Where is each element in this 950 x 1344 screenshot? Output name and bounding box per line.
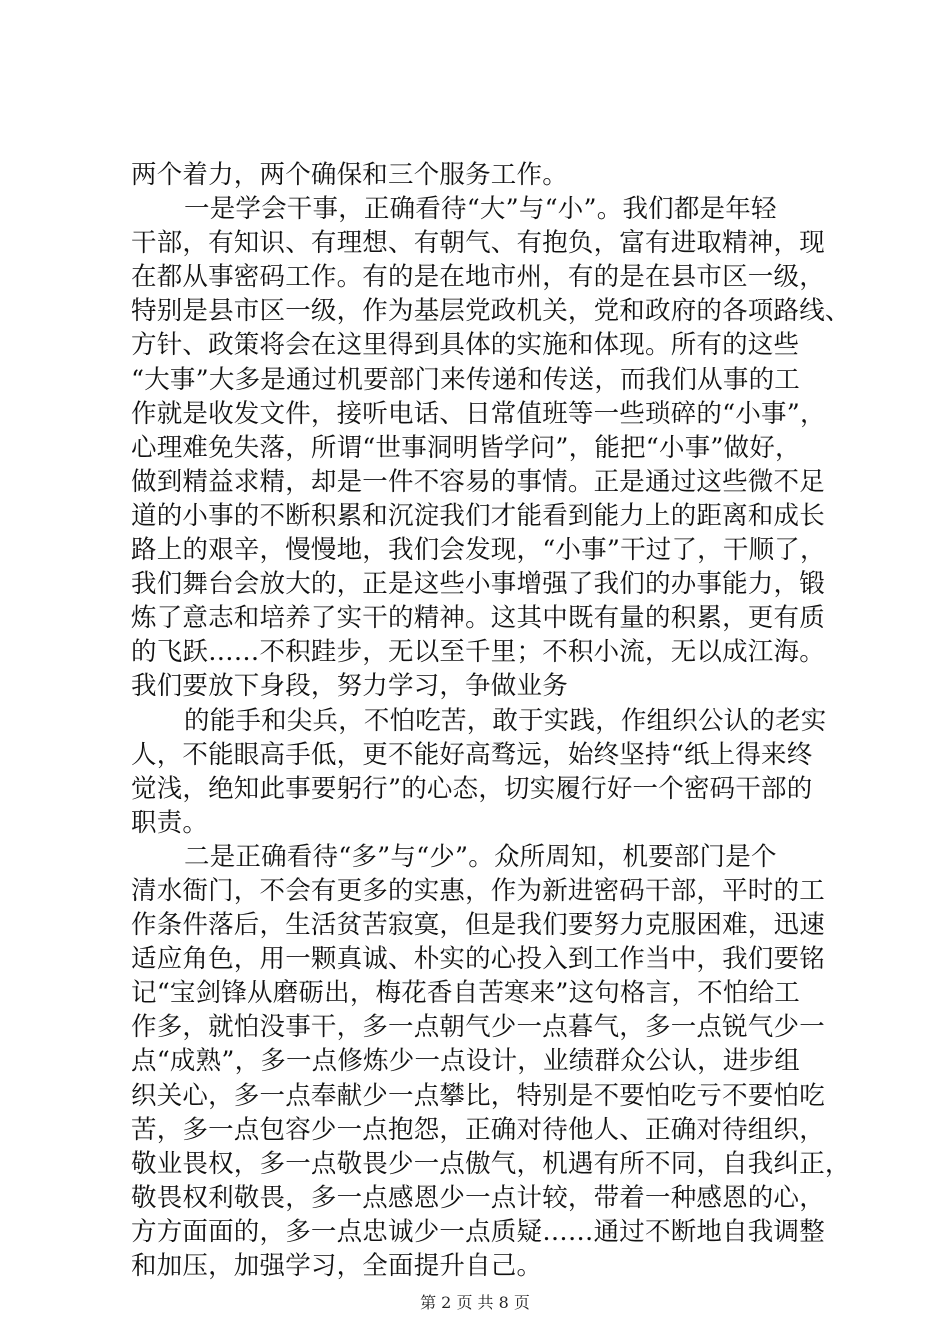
text-line: 人，不能眼高手低，更不能好高骛远，始终坚持“纸上得来终 — [131, 739, 813, 770]
text-line: 心理难免失落，所谓“世事洞明皆学问”，能把“小事”做好， — [131, 432, 801, 463]
text-line: 点“成熟”，多一点修炼少一点设计，业绩群众公认，进步组 — [131, 1046, 800, 1077]
text-line: 作就是收发文件，接听电话、日常值班等一些琐碎的“小事”， — [131, 398, 826, 429]
text-line: 和加压，加强学习，全面提升自己。 — [131, 1251, 543, 1281]
text-line: 一是学会干事，正确看待“大”与“小”。我们都是年轻 — [184, 194, 777, 225]
text-line: 方方面面的，多一点忠诚少一点质疑……通过不断地自我调整 — [131, 1216, 825, 1247]
text-line: 路上的艰辛，慢慢地，我们会发现，“小事”干过了，干顺了， — [131, 535, 826, 566]
text-line: 的飞跃……不积跬步，无以至千里；不积小流，无以成江海。 — [131, 637, 825, 668]
text-line: 二是正确看待“多”与“少”。众所周知，机要部门是个 — [184, 841, 777, 872]
text-line: 两个着力，两个确保和三个服务工作。 — [131, 160, 568, 190]
text-line: 炼了意志和培养了实干的精神。这其中既有量的积累，更有质 — [131, 603, 825, 634]
text-line: 清水衙门，不会有更多的实惠，作为新进密码干部，平时的工 — [131, 875, 825, 906]
text-line: “大事”大多是通过机要部门来传递和传送，而我们从事的工 — [131, 364, 800, 395]
text-line: 敬畏权利敬畏，多一点感恩少一点计较，带着一种感恩的心， — [131, 1182, 825, 1213]
text-line: 作条件落后，生活贫苦寂寞，但是我们要努力克服困难，迅速 — [131, 910, 825, 941]
text-line: 适应角色，用一颗真诚、朴实的心投入到工作当中，我们要铭 — [131, 944, 825, 975]
text-line: 觉浅，绝知此事要躬行”的心态，切实履行好一个密码干部的 — [131, 773, 813, 804]
text-line: 记“宝剑锋从磨砺出，梅花香自苦寒来”这句格言，不怕给工 — [131, 978, 800, 1009]
page-footer: 第 2 页 共 8 页 — [420, 1293, 530, 1312]
text-line: 我们要放下身段，努力学习，争做业务 — [131, 671, 568, 702]
text-line: 职责。 — [131, 807, 209, 838]
text-line: 方针、政策将会在这里得到具体的实施和体现。所有的这些 — [131, 330, 800, 361]
text-line: 道的小事的不断积累和沉淀我们才能看到能力上的距离和成长 — [131, 500, 825, 531]
text-line: 织关心，多一点奉献少一点攀比，特别是不要怕吃亏不要怕吃 — [131, 1080, 825, 1111]
text-line: 敬业畏权，多一点敬畏少一点傲气，机遇有所不同，自我纠正， — [131, 1148, 851, 1179]
text-line: 在都从事密码工作。有的是在地市州，有的是在县市区一级， — [131, 262, 825, 293]
text-line: 的能手和尖兵，不怕吃苦，敢于实践，作组织公认的老实 — [184, 705, 827, 736]
text-line: 做到精益求精，却是一件不容易的事情。正是通过这些微不足 — [131, 466, 825, 497]
body-text — [131, 158, 851, 1283]
text-line: 我们舞台会放大的，正是这些小事增强了我们的办事能力，锻 — [131, 569, 825, 600]
text-line: 苦，多一点包容少一点抱怨，正确对待他人、正确对待组织， — [131, 1114, 825, 1145]
text-line: 作多，就怕没事干，多一点朝气少一点暮气，多一点锐气少一 — [131, 1012, 825, 1043]
text-line: 干部，有知识、有理想、有朝气、有抱负，富有进取精神，现 — [131, 228, 825, 259]
text-line: 特别是县市区一级，作为基层党政机关，党和政府的各项路线、 — [131, 296, 851, 327]
